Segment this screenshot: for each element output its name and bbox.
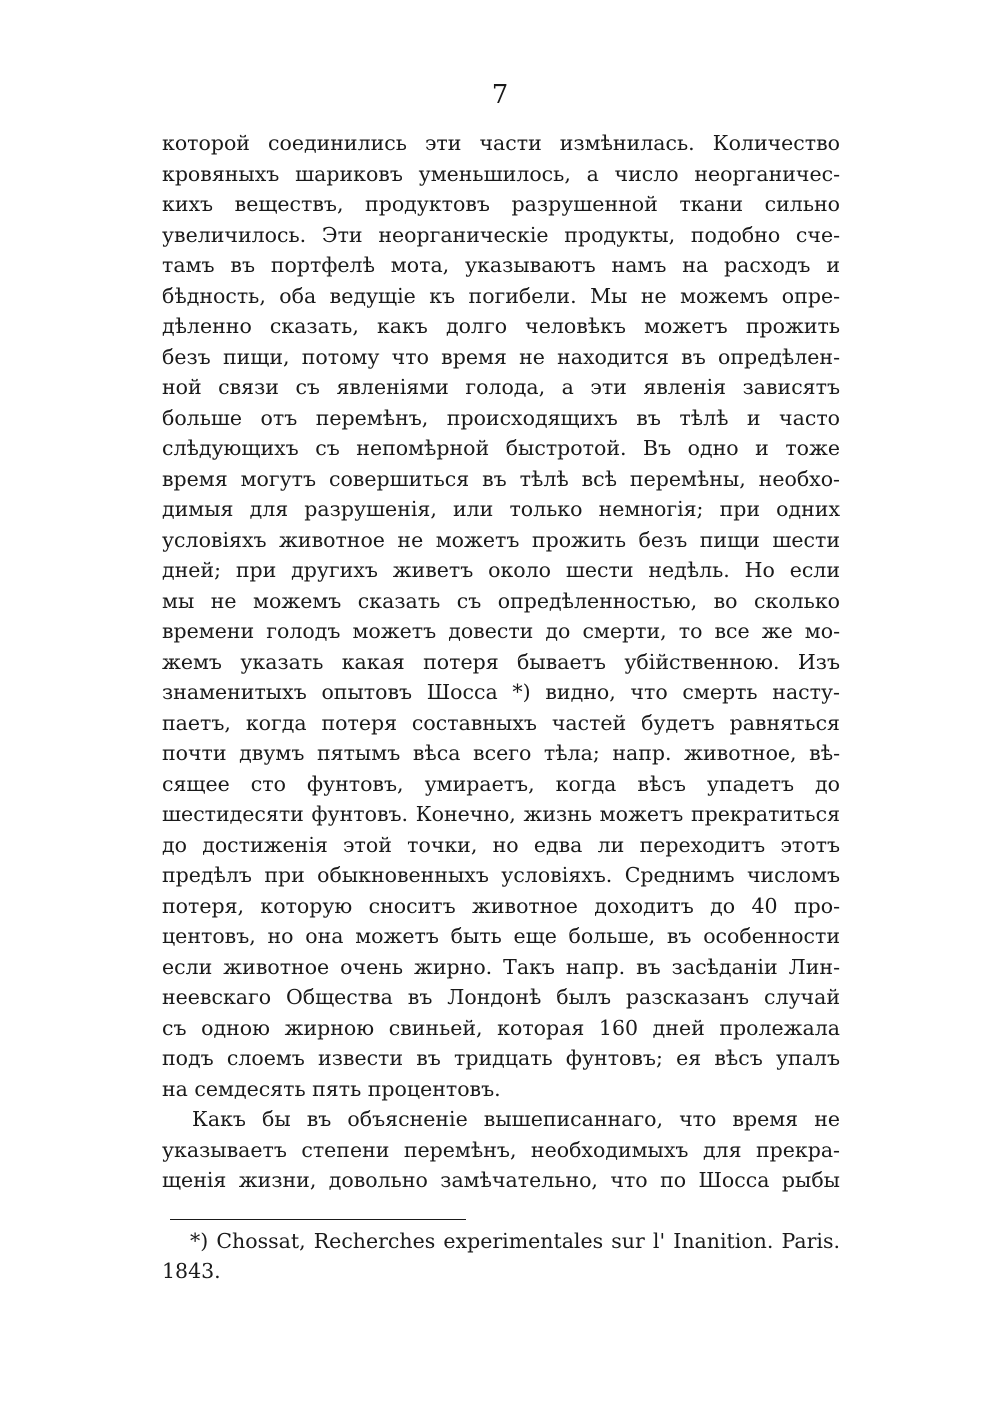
text-line: слѣдующихъ съ непомѣрной быстротой. Въ одно и тоже [162,436,840,460]
text-line: условіяхъ животное не можетъ прожить безъ пищи шести [162,527,840,552]
text-line: центовъ, но она можетъ быть еще больше, въ особенности [162,924,840,948]
text-line: ной связи съ явленіями голода, а эти явленія зависятъ [162,375,840,399]
text-line: потеря, которую сноситъ животное доходитъ до 40 про- [162,893,840,918]
text-line: жемъ указать какая потеря бываетъ убійственною. Изъ [162,649,840,674]
text-line: Какъ бы въ объясненіе вышеписаннаго, что время не [192,1107,840,1131]
footnote-divider [170,1219,466,1220]
text-line: времени голодъ можетъ довести до смерти, то все же мо- [162,619,840,643]
text-line: почти двумъ пятымъ вѣса всего тѣла; напр. животное, вѣ- [162,741,840,765]
body-text [162,128,840,1196]
text-line: бѣдность, оба ведущіе къ погибели. Мы не можемъ опре- [162,283,840,308]
text-line: тамъ въ портфелѣ мота, указываютъ намъ на расходъ и [162,253,840,277]
text-line: димыя для разрушенія, или только немногія; при одних [162,497,840,521]
text-line: которой соединились эти части измѣнилась. Количество [162,131,840,155]
text-line: кровяныхъ шариковъ уменьшилось, а число неорганичес- [162,161,840,186]
text-line: шестидесяти фунтовъ. Конечно, жизнь можетъ прекратиться [162,802,840,826]
text-line: кихъ веществъ, продуктовъ разрушенной ткани сильно [162,192,840,216]
text-line: увеличилось. Эти неорганическіе продукты, подобно сче- [162,222,840,247]
text-line: дѣленно сказать, какъ долго человѣкъ можетъ прожить [162,314,840,338]
text-line: дней; при другихъ живетъ около шести недѣль. Но если [162,558,840,582]
text-line: сящее сто фунтовъ, умираетъ, когда вѣсъ упадетъ до [162,771,840,796]
text-line: безъ пищи, потому что время не находится въ опредѣлен- [162,344,840,369]
text-line: знаменитыхъ опытовъ Шосса *) видно, что смерть насту- [162,680,840,704]
text-line: мы не можемъ сказать съ опредѣленностью, во сколько [162,588,840,613]
text-line: подъ слоемъ извести въ тридцать фунтовъ; ея вѣсъ упалъ [162,1046,840,1070]
footnote-line: *) Chossat, Recherches experimentales sur l' Inanition. Paris. [190,1229,840,1253]
text-line: больше отъ перемѣнъ, происходящихъ въ тѣлѣ и часто [162,405,840,430]
text-line: предѣлъ при обыкновенныхъ условіяхъ. Среднимъ числомъ [162,863,840,887]
text-line: неевскаго Общества въ Лондонѣ былъ разсказанъ случай [162,985,840,1009]
footnote [162,1226,840,1286]
text-line: если животное очень жирно. Такъ напр. въ засѣданіи Лин- [162,954,840,979]
text-line: съ одною жирною свиньей, которая 160 дней пролежала [162,1015,840,1040]
text-line: до достиженія этой точки, но едва ли переходитъ этотъ [162,832,840,857]
text-line: паетъ, когда потеря составныхъ частей будетъ равняться [162,710,840,735]
page-number: 7 [491,80,509,110]
text-line: на семдесять пять процентовъ. [162,1076,501,1101]
text-line: время могутъ совершиться въ тѣлѣ всѣ перемѣны, необхо- [162,466,840,491]
text-line: щенія жизни, довольно замѣчательно, что по Шосса рыбы [162,1168,840,1192]
text-line: указываетъ степени перемѣнъ, необходимыхъ для прекра- [162,1137,840,1162]
footnote-line: 1843. [162,1259,221,1283]
